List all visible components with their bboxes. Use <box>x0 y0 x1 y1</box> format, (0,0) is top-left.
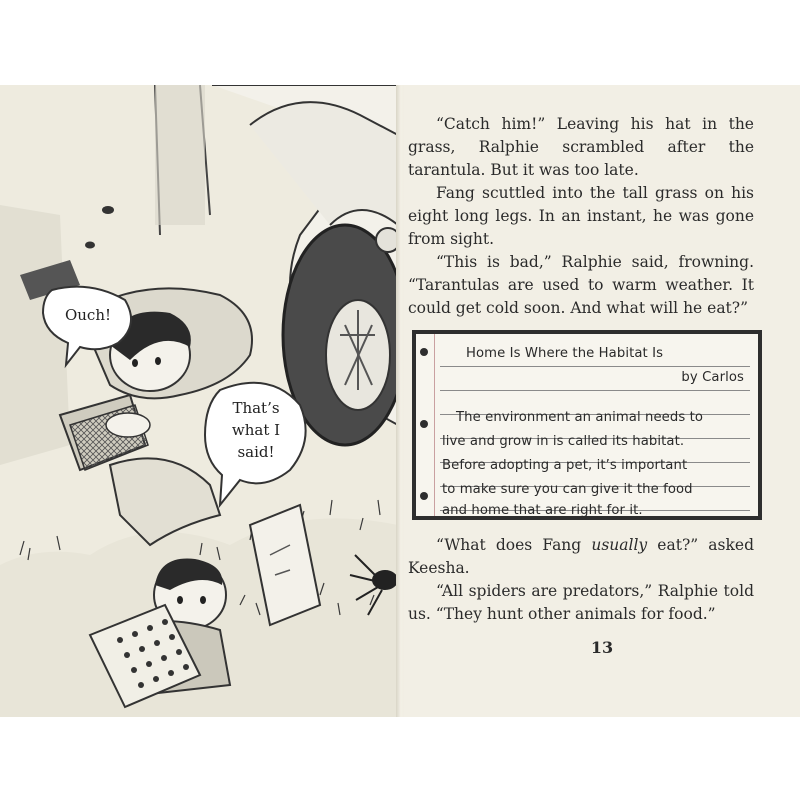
paragraph: “This is bad,” Ralphie said, frowning. “Tarantulas are used to warm weather. It could get cold soon. And what will he eat?” <box>408 253 754 317</box>
bug-icon <box>85 206 114 249</box>
card-line: and home that are right for it. <box>442 503 643 518</box>
bubble-said-text <box>210 397 302 463</box>
card-line: live and grow in is called its habitat. <box>442 434 685 449</box>
paragraph: Fang scuttled into the tall grass on his eight long legs. In an instant, he was gone from sight. <box>408 184 754 248</box>
story-text-top <box>408 113 754 320</box>
card-title: Home Is Where the Habitat Is <box>466 346 664 361</box>
paragraph: “What does Fang usually eat?” asked Keesha. <box>408 536 754 577</box>
gutter <box>396 85 404 717</box>
bubble-ouch-text: Ouch! <box>64 306 112 324</box>
paragraph: “Catch him!” Leaving his hat in the grass, Ralphie scrambled after the tarantula. But it was too late. <box>408 115 754 179</box>
left-page <box>0 85 398 717</box>
punch-hole <box>420 492 428 500</box>
notebook-card <box>412 330 762 520</box>
page-number: 13 <box>590 638 614 657</box>
card-line: Before adopting a pet, it’s important <box>442 458 688 473</box>
card-line: The environment an animal needs to <box>456 410 704 425</box>
card-author: by Carlos <box>681 370 744 385</box>
right-page <box>404 85 800 717</box>
illustration <box>0 85 398 717</box>
punch-hole <box>420 420 428 428</box>
book-spread <box>0 85 800 717</box>
bubble-said-line: said! <box>237 443 275 461</box>
headlight <box>376 228 398 252</box>
bubble-said-line: That’s <box>232 399 280 417</box>
story-text-bottom <box>408 534 754 626</box>
punch-hole <box>420 348 428 356</box>
paragraph: “All spiders are predators,” Ralphie told us. “They hunt other animals for food.” <box>408 582 754 623</box>
card-line: to make sure you can give it the food <box>442 482 693 497</box>
bubble-said-line: what I <box>231 421 281 439</box>
